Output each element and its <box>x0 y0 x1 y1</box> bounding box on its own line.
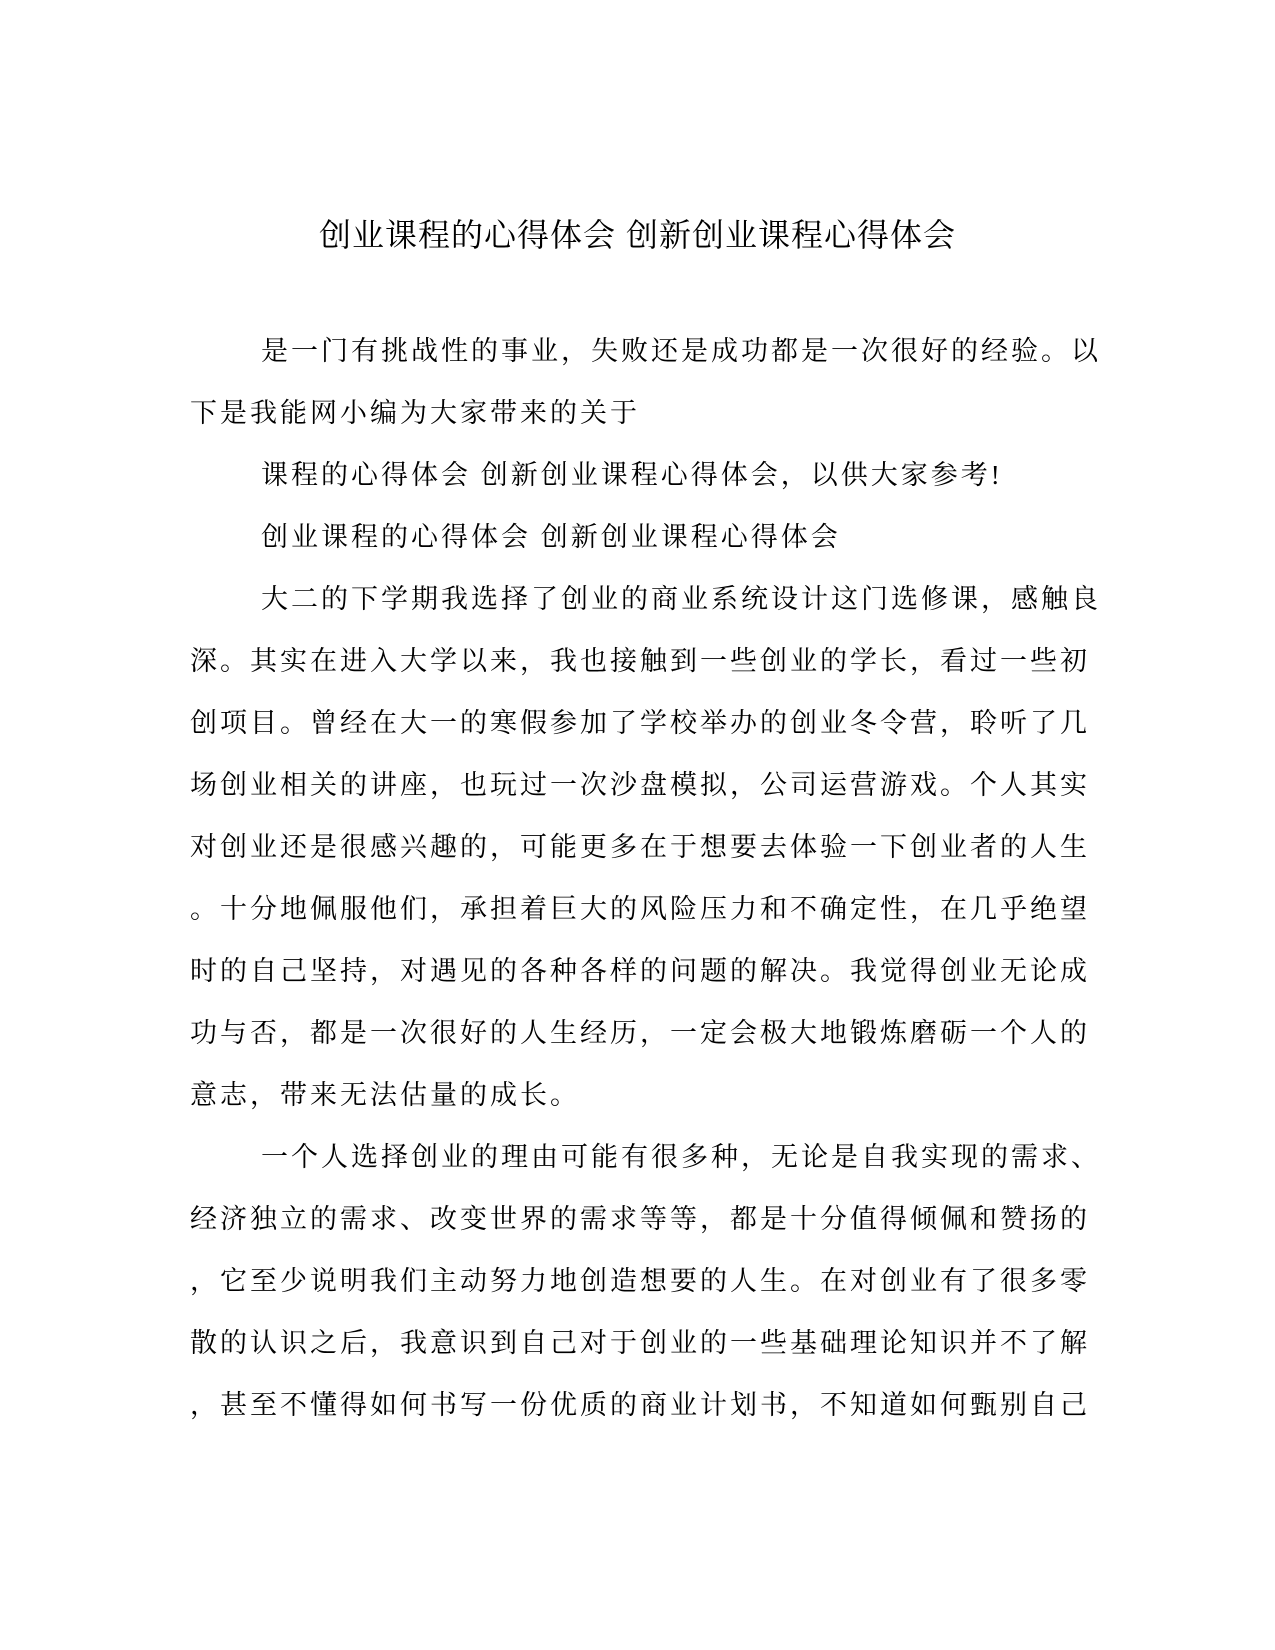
text-line: 散的认识之后，我意识到自己对于创业的一些基础理论知识并不了解 <box>190 1328 1090 1358</box>
document-body <box>190 320 1101 1436</box>
text-line: 深。其实在进入大学以来，我也接触到一些创业的学长，看过一些初 <box>190 646 1090 676</box>
text-line: 时的自己坚持，对遇见的各种各样的问题的解决。我觉得创业无论成 <box>190 956 1090 986</box>
text-line: 是一门有挑战性的事业，失败还是成功都是一次很好的经验。以 <box>261 336 1101 366</box>
text-line: 大二的下学期我选择了创业的商业系统设计这门选修课，感触良 <box>261 584 1101 614</box>
text-line: 场创业相关的讲座，也玩过一次沙盘模拟，公司运营游戏。个人其实 <box>190 770 1090 800</box>
text-line: 经济独立的需求、改变世界的需求等等，都是十分值得倾佩和赞扬的 <box>190 1204 1090 1234</box>
text-line: ，甚至不懂得如何书写一份优质的商业计划书，不知道如何甄别自己 <box>190 1390 1090 1420</box>
text-line: 创业课程的心得体会 创新创业课程心得体会 <box>261 522 841 552</box>
page-title: 创业课程的心得体会 创新创业课程心得体会 <box>319 217 956 253</box>
text-line: 一个人选择创业的理由可能有很多种，无论是自我实现的需求、 <box>261 1142 1101 1172</box>
text-line: 创项目。曾经在大一的寒假参加了学校举办的创业冬令营，聆听了几 <box>190 708 1090 738</box>
text-line: 意志，带来无法估量的成长。 <box>190 1080 580 1110</box>
text-line: 课程的心得体会 创新创业课程心得体会，以供大家参考! <box>261 460 1003 490</box>
text-line: 对创业还是很感兴趣的，可能更多在于想要去体验一下创业者的人生 <box>190 832 1090 862</box>
text-line: 下是我能网小编为大家带来的关于 <box>190 398 640 428</box>
text-line: 功与否，都是一次很好的人生经历，一定会极大地锻炼磨砺一个人的 <box>190 1018 1090 1048</box>
text-line: ，它至少说明我们主动努力地创造想要的人生。在对创业有了很多零 <box>190 1266 1090 1296</box>
text-line: 。十分地佩服他们，承担着巨大的风险压力和不确定性，在几乎绝望 <box>190 894 1090 924</box>
